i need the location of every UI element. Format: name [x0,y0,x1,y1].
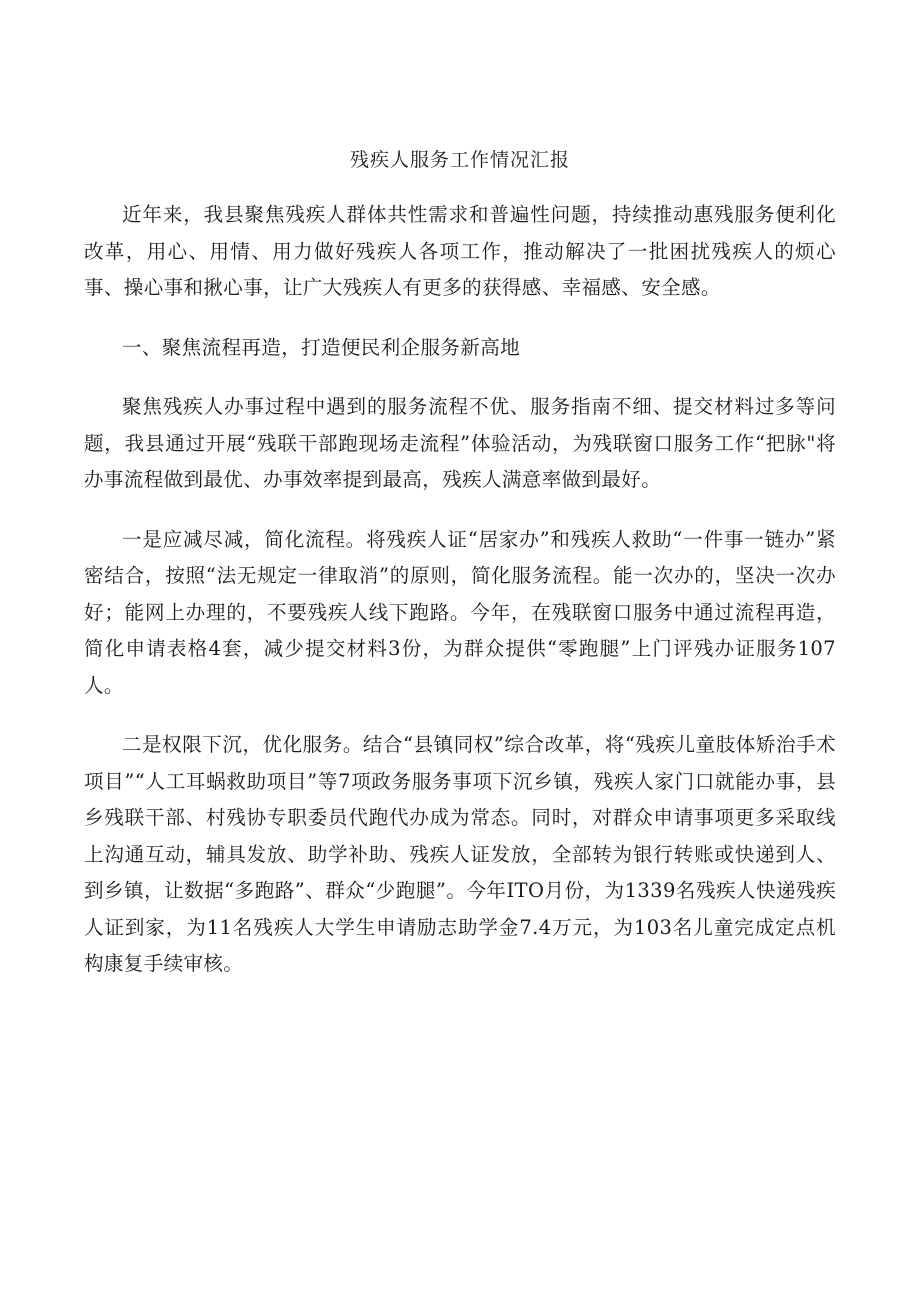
document-title: 残疾人服务工作情况汇报 [349,149,570,171]
intro-paragraph: 近年来，我县聚焦残疾人群体共性需求和普遍性问题，持续推动惠残服务便利化改革，用心、用情、用力做好残疾人各项工作，推动解决了一批困扰残疾人的烦心事、操心事和揪心事，让广大残疾人有更多的获得感、幸福感、安全感。 [84,203,836,299]
section-intro-paragraph: 聚焦残疾人办事过程中遇到的服务流程不优、服务指南不细、提交材料过多等问题，我县通过开展“残联干部跑现场走流程”体验活动，为残联窗口服务工作“把脉"将办事流程做到最优、办事效率提到最高，残疾人满意率做到最好。 [84,395,836,491]
delegate-authority-paragraph: 二是权限下沉，优化服务。结合“县镇同权”综合改革，将“残疾儿童肢体矫治手术项目”“人工耳蜗救助项目”等7项政务服务事项下沉乡镇，残疾人家门口就能办事，县乡残联干部、村残协专职委员代跑代办成为常态。同时，对群众申请事项更多采取线上沟通互动，辅具发放、助学补助、残疾人证发放，全部转为银行转账或快递到人、到乡镇，让数据“多跑路”、群众“少跑腿”。今年ITO月份，为1339名残疾人快递残疾人证到家，为11名残疾人大学生申请励志助学金7.4万元，为103名儿童完成定点机构康复手续审核。 [84,733,836,975]
simplify-process-paragraph: 一是应减尽减，简化流程。将残疾人证“居家办”和残疾人救助“一件事一链办”紧密结合，按照“法无规定一律取消”的原则，简化服务流程。能一次办的，坚决一次办好；能网上办理的，不要残疾人线下跑路。今年，在残联窗口服务中通过流程再造，简化申请表格4套，减少提交材料3份，为群众提供“零跑腿”上门评残办证服务107人。 [84,527,836,697]
document-body [84,197,836,1006]
section-heading: 一、聚焦流程再造，打造便民利企服务新高地 [122,335,521,359]
